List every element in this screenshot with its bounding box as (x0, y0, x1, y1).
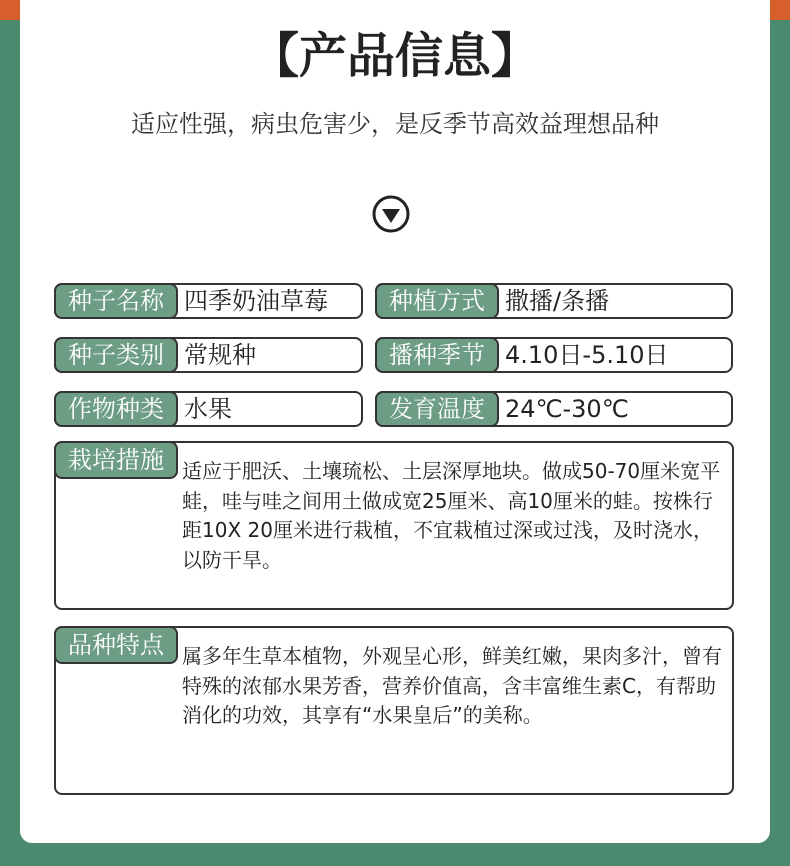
page-subtitle: 适应性强，病虫危害少，是反季节高效益理想品种 (131, 110, 659, 138)
field-value: 四季奶油草莓 (184, 287, 328, 315)
cultivation-block (54, 441, 734, 610)
page-title: 【产品信息】 (250, 28, 539, 84)
field-value: 水果 (184, 395, 232, 423)
field-label: 播种季节 (375, 337, 499, 373)
field-sowing-season (375, 337, 733, 373)
field-seed-name (54, 283, 363, 319)
features-label: 品种特点 (54, 626, 178, 664)
field-planting-method (375, 283, 733, 319)
field-value: 撒播/条播 (505, 287, 610, 315)
features-block (54, 626, 734, 795)
field-value: 24℃-30℃ (505, 395, 629, 423)
field-label: 种子名称 (54, 283, 178, 319)
bottom-frame-strip (0, 843, 790, 866)
field-crop-type (54, 391, 363, 427)
cultivation-label: 栽培措施 (54, 441, 178, 479)
field-label: 发育温度 (375, 391, 499, 427)
field-seed-type (54, 337, 363, 373)
field-value: 常规种 (184, 341, 256, 369)
field-value: 4.10日-5.10日 (505, 341, 669, 369)
field-growth-temperature (375, 391, 733, 427)
field-label: 种子类别 (54, 337, 178, 373)
field-label: 作物种类 (54, 391, 178, 427)
features-text: 属多年生草本植物，外观呈心形，鲜美红嫩，果肉多汁，曾有特殊的浓郁水果芳香，营养价值高，含丰富维生素C，有帮助消化的功效，其享有“水果皇后”的美称。 (182, 644, 722, 727)
cultivation-text: 适应于肥沃、土壤琉松、土层深厚地块。做成50-70厘米宽平蛙，哇与哇之间用土做成宽25厘米、高10厘米的蛙。按株行距10X 20厘米进行栽植，不宜栽植过深或过浅，及时浇水，以防干旱。 (182, 459, 721, 572)
field-label: 种植方式 (375, 283, 499, 319)
chevron-down-circle-icon (372, 195, 410, 233)
